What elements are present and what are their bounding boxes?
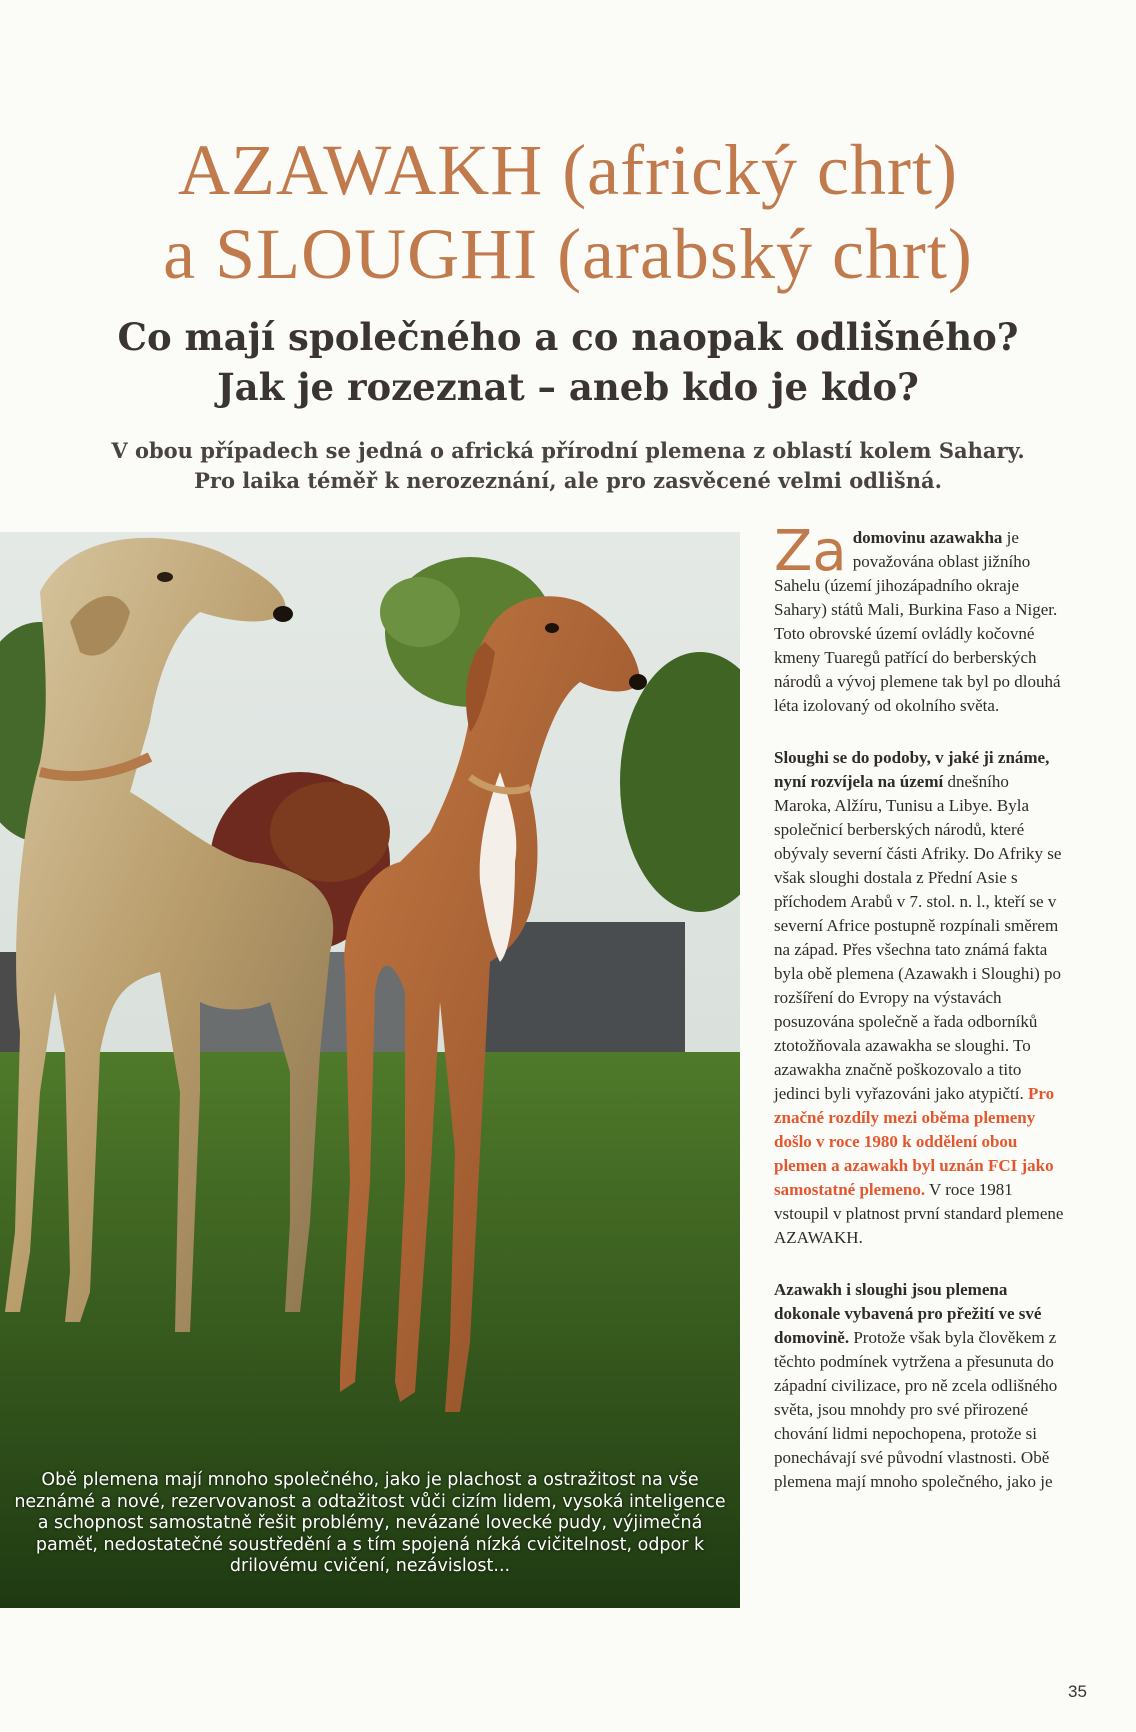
paragraph-2	[774, 746, 1070, 1250]
p3-text: Protože však byla člověkem z těchto podmínek vytržena a přesunuta do západní civilizace, pro ně zcela odlišného světa, jsou mnohdy pro své přirozené chování lidmi nepochopena, protože si ponechávají své původní vlastnosti. Obě plemena mají mnoho společného, jako je	[774, 1328, 1058, 1491]
article-subtitle	[0, 312, 1136, 412]
paragraph-3	[774, 1278, 1070, 1494]
page-number: 35	[1068, 1682, 1087, 1701]
dogs-photo	[0, 532, 740, 1608]
article-column	[774, 519, 1070, 1522]
lead-paragraph	[0, 436, 1136, 496]
subtitle-line-1: Co mají společného a co naopak odlišného?	[117, 315, 1019, 359]
p3-lead-bold: Azawakh i sloughi jsou plemena dokonale vybavená pro přežití ve své domovině.	[774, 1280, 1042, 1347]
p2-lead-bold: Sloughi se do podoby, v jaké ji známe, nyní rozvíjela na území	[774, 748, 1050, 791]
p2-text: dnešního Maroka, Alžíru, Tunisu a Libye. Byla společnicí berberských národů, které obývaly severní části Afriky. Do Afriky se však sloughi dostala z Přední Asie s příchodem Arabů v 7. stol. n. l., kteří se v severní Africe postupně rozpínali směrem na západ. Přes všechna tato známá fakta byla obě plemena (Azawakh i Sloughi) po rozšíření do Evropy na výstavách posuzována společně a řada odborníků ztotožňovala azawakha se sloughi. To azawakha značně poškozovalo a tito jedinci byli vyřazováni jako atypičtí.	[774, 772, 1062, 1103]
photo-caption: Obě plemena mají mnoho společného, jako je plachost a ostražitost na vše neznámé a nové, rezervovanost a odtažitost vůči cizím lidem, vysoká inteligence a schopnost samostatně řešit problémy, nevázané lovecké pudy, výjimečná paměť, nedostatečné soustředění a s tím spojená nízká cvičitelnost, odpor k drilovému cvičení, nezávislost...	[14, 1470, 726, 1576]
p2-text-2: V roce 1981 vstoupil v platnost první standard plemene AZAWAKH.	[774, 1180, 1064, 1247]
lead-line-2: Pro laika téměř k nerozeznání, ale pro zasvěcené velmi odlišná.	[194, 468, 942, 493]
article-title	[0, 128, 1136, 296]
title-line-2: a SLOUGHI (arabský chrt)	[163, 214, 973, 294]
p1-lead-bold: domovinu azawakha	[852, 528, 1003, 547]
lead-line-1: V obou případech se jedná o africká přírodní plemena z oblastí kolem Sahary.	[111, 438, 1025, 463]
drop-cap: Za	[774, 519, 847, 584]
p1-text: je považována oblast jižního Sahelu (území jihozápadního okraje Sahary) států Mali, Burkina Faso a Niger. Toto obrovské území ovládly kočovné kmeny Tuaregů patřící do berberských národů a vývoj plemene tak byl po dlouhá léta izolovaný od okolního světa.	[774, 528, 1061, 715]
subtitle-line-2: Jak je rozeznat – aneb kdo je kdo?	[217, 365, 919, 409]
title-line-1: AZAWAKH (africký chrt)	[178, 130, 958, 210]
p2-highlight: Pro značné rozdíly mezi oběma plemeny došlo v roce 1980 k oddělení obou plemen a azawakh byl uznán FCI jako samostatné plemeno.	[774, 1084, 1055, 1199]
paragraph-1	[774, 519, 1070, 718]
dogs-illustration	[0, 532, 740, 1608]
